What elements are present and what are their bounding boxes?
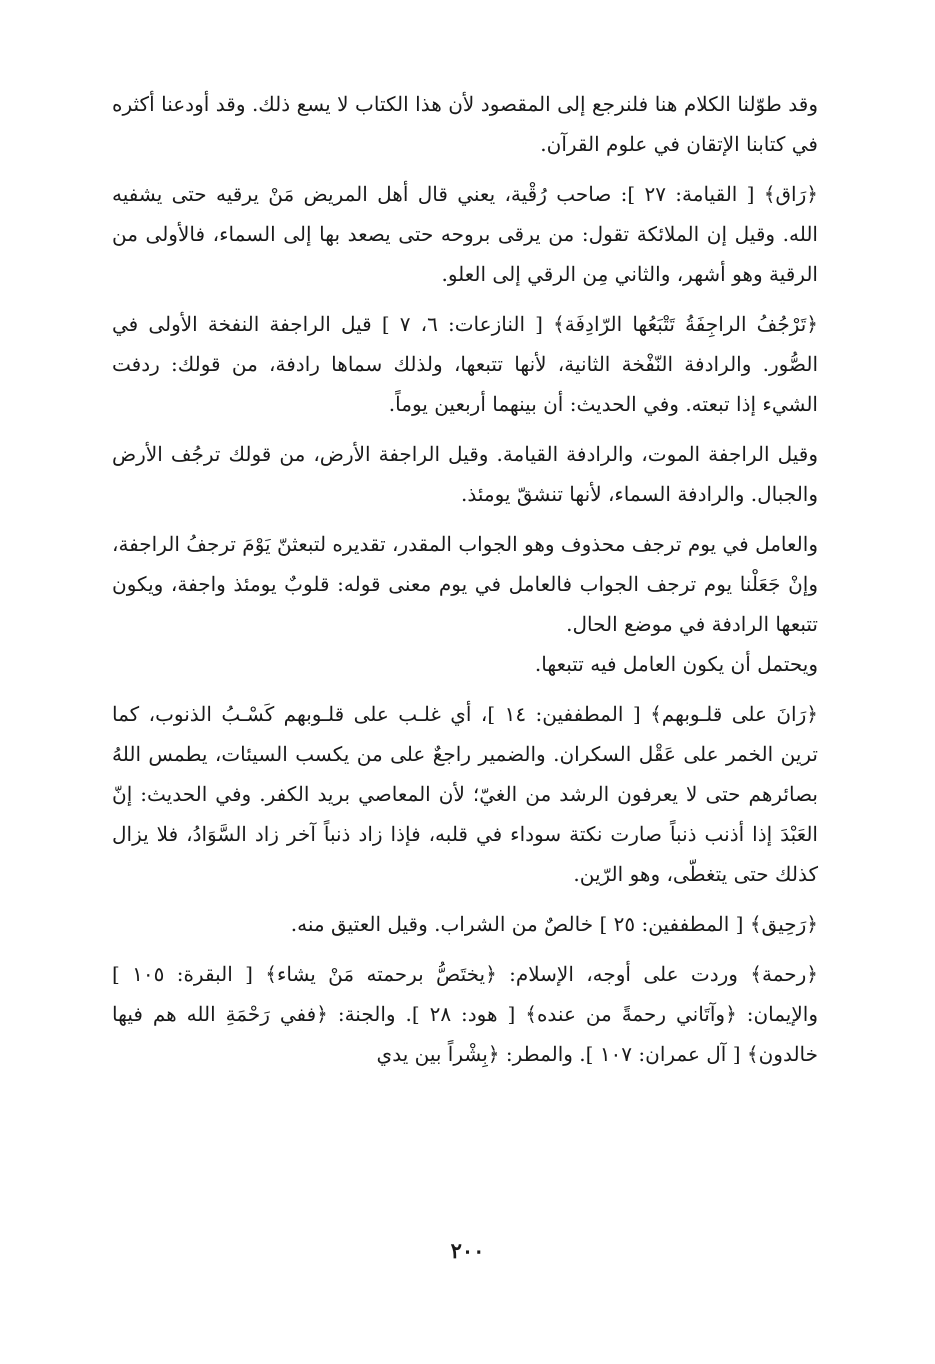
paragraph-rahiq: ﴿رَحِيق﴾ [ المطففين: ٢٥ ] خالصٌ من الشراب. وقيل العتيق منه. — [290, 912, 818, 936]
paragraph-raq: ﴿رَاق﴾ [ القيامة: ٢٧ ]: صاحب رُقْية، يعني قال أهل المريض مَنْ يرقيه حتى يشفيه الله. وقيل إن الملائكة تقول: من يرقى بروحه حتى يصعد بها إلى السماء، فالأولى من الرقية وهو أشهر، والثاني مِن الرقي إلى العلو. — [112, 182, 818, 286]
paragraph-amil: والعامل في يوم ترجف محذوف وهو الجواب المقدر، تقديره لتبعثنّ يَوْمَ ترجفُ الراجفة، وإنْ جَعَلْنا يوم ترجف الجواب فالعامل في يوم معنى قوله: قلوبٌ يومئذ واجفة، ويكون تتبعها الرادفة في موضع الحال. — [112, 532, 818, 636]
page-body — [112, 84, 818, 1074]
paragraph-yahtamil: ويحتمل أن يكون العامل فيه تتبعها. — [534, 652, 818, 676]
page-number: ٢٠٠ — [450, 1238, 485, 1263]
paragraph-tarjuf: ﴿تَرْجُفُ الراجِفَةُ تَتْبَعُها الرّادِفَة﴾ [ النازعات: ٦، ٧ ] قيل الراجفة النفخة الأولى في الصُّور. والرادفة النّفْخة الثانية، لأنها تتبعها، ولذلك سماها رادفة، من قولك: ردفت الشيء إذا تبعته. وفي الحديث: أن بينهما أربعين يوماً. — [112, 312, 819, 416]
paragraph-ran: ﴿رَانَ على قلـوبهم﴾ [ المطففين: ١٤ ]، أي غلـب على قلـوبهم كَسْـبُ الذنوب، كما ترين الخمر على عَقْل السكران. والضمير راجعٌ على من يكسب السيئات، يطمس اللهُ بصائرهم حتى لا يعرفون الرشد من الغيّ؛ لأن المعاصي بريد الكفر. وفي الحديث: إنّ العَبْدَ إذا أذنب ذنباً صارت نكتة سوداء في قلبه، فإذا زاد ذنباً آخر زاد السَّوَادُ، فلا يزال كذلك حتى يتغطّى، وهو الرّين. — [112, 702, 818, 886]
paragraph-rahma: ﴿رحمة﴾ وردت على أوجه، الإسلام: ﴿يختَصُّ برحمته مَنْ يشاء﴾ [ البقرة: ١٠٥ ] والإيمان: ﴿وآتَاني رحمةً من عنده﴾ [ هود: ٢٨ ]. والجنة: ﴿ففي رَحْمَةِ الله هم فيها خالدون﴾ [ آل عمران: ١٠٧ ]. والمطر: ﴿بِشْراً بين يدي — [112, 962, 818, 1066]
paragraph-intro: وقد طوّلنا الكلام هنا فلنرجع إلى المقصود لأن هذا الكتاب لا يسع ذلك. وقد أودعنا أكثره في كتابنا الإتقان في علوم القرآن. — [112, 92, 818, 156]
paragraph-rajifa-mawt: وقيل الراجفة الموت، والرادفة القيامة. وقيل الراجفة الأرض، من قولك ترجُف الأرض والجبال. والرادفة السماء، لأنها تنشقّ يومئذ. — [112, 442, 819, 506]
